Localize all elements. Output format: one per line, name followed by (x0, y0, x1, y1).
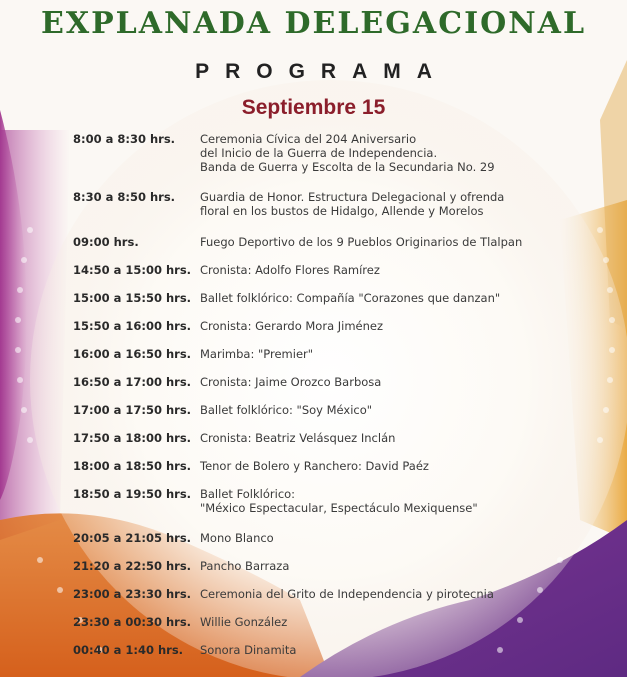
event-date: Septiembre 15 (241, 96, 386, 119)
schedule-time: 14:50 a 15:00 hrs. (73, 263, 192, 277)
schedule-description (200, 459, 615, 473)
schedule-description-line: Banda de Guerra y Escolta de la Secundaria No. 29 (200, 160, 495, 174)
schedule-description (200, 403, 615, 417)
schedule-description-line: Pancho Barraza (200, 559, 290, 573)
schedule-description-line: Cronista: Gerardo Mora Jiménez (200, 319, 384, 333)
schedule-description-line: Ballet Folklórico: (200, 487, 296, 501)
schedule-time: 23:30 a 00:30 hrs. (73, 615, 192, 629)
schedule-description-line: Tenor de Bolero y Ranchero: David Paéz (200, 459, 429, 473)
schedule-description (200, 319, 615, 333)
poster-subtitle: PROGRAMA (195, 60, 448, 83)
schedule-description-line: Mono Blanco (200, 531, 274, 545)
schedule-description-line: Cronista: Jaime Orozco Barbosa (200, 375, 382, 389)
schedule-time: 09:00 hrs. (73, 235, 139, 249)
schedule-description-line: Ceremonia Cívica del 204 Aniversario (200, 132, 417, 146)
schedule-time: 8:30 a 8:50 hrs. (73, 190, 176, 204)
schedule-description (200, 347, 615, 361)
schedule-description (200, 375, 615, 389)
schedule-time: 16:50 a 17:00 hrs. (73, 375, 192, 389)
schedule-time: 23:00 a 23:30 hrs. (73, 587, 192, 601)
schedule-description-line: Sonora Dinamita (200, 643, 297, 657)
schedule-description-line: Ballet folklórico: Compañía "Corazones que danzan" (200, 291, 501, 305)
schedule-time: 20:05 a 21:05 hrs. (73, 531, 192, 545)
schedule-time: 15:50 a 16:00 hrs. (73, 319, 192, 333)
schedule-description-line: Ballet folklórico: "Soy México" (200, 403, 373, 417)
schedule-description-line: floral en los bustos de Hidalgo, Allende y Morelos (200, 204, 484, 218)
schedule-time: 17:50 a 18:00 hrs. (73, 431, 192, 445)
schedule-description (200, 263, 615, 277)
schedule-time: 16:00 a 16:50 hrs. (73, 347, 192, 361)
schedule-time: 17:00 a 17:50 hrs. (73, 403, 192, 417)
schedule-description (200, 431, 615, 445)
schedule-description-line: Fuego Deportivo de los 9 Pueblos Originarios de Tlalpan (200, 235, 523, 249)
schedule-time: 21:20 a 22:50 hrs. (73, 559, 192, 573)
schedule-time: 8:00 a 8:30 hrs. (73, 132, 176, 146)
schedule-description-line: Marimba: "Premier" (200, 347, 314, 361)
schedule-description (200, 615, 615, 629)
schedule-description-line: Guardia de Honor. Estructura Delegacional y ofrenda (200, 190, 505, 204)
schedule-description (200, 291, 615, 305)
schedule-description-line: "México Espectacular, Espectáculo Mexiquense" (200, 501, 478, 515)
schedule-description (200, 190, 615, 218)
schedule-description (200, 559, 615, 573)
poster-title: EXPLANADA DELEGACIONAL (40, 6, 587, 41)
schedule-description (200, 235, 615, 249)
schedule-description-line: Cronista: Beatriz Velásquez Inclán (200, 431, 396, 445)
schedule-description (200, 132, 615, 174)
schedule-description (200, 643, 615, 657)
schedule-time: 18:50 a 19:50 hrs. (73, 487, 192, 501)
schedule-description (200, 587, 615, 601)
schedule-time: 18:00 a 18:50 hrs. (73, 459, 192, 473)
schedule-description (200, 487, 615, 515)
schedule-description-line: Cronista: Adolfo Flores Ramírez (200, 263, 380, 277)
schedule-description-line: Ceremonia del Grito de Independencia y pirotecnia (200, 587, 494, 601)
schedule-description-line: Willie González (200, 615, 288, 629)
schedule-time: 00:40 a 1:40 hrs. (73, 643, 184, 657)
schedule-description-line: del Inicio de la Guerra de Independencia. (200, 146, 438, 160)
schedule-description (200, 531, 615, 545)
schedule-time: 15:00 a 15:50 hrs. (73, 291, 192, 305)
